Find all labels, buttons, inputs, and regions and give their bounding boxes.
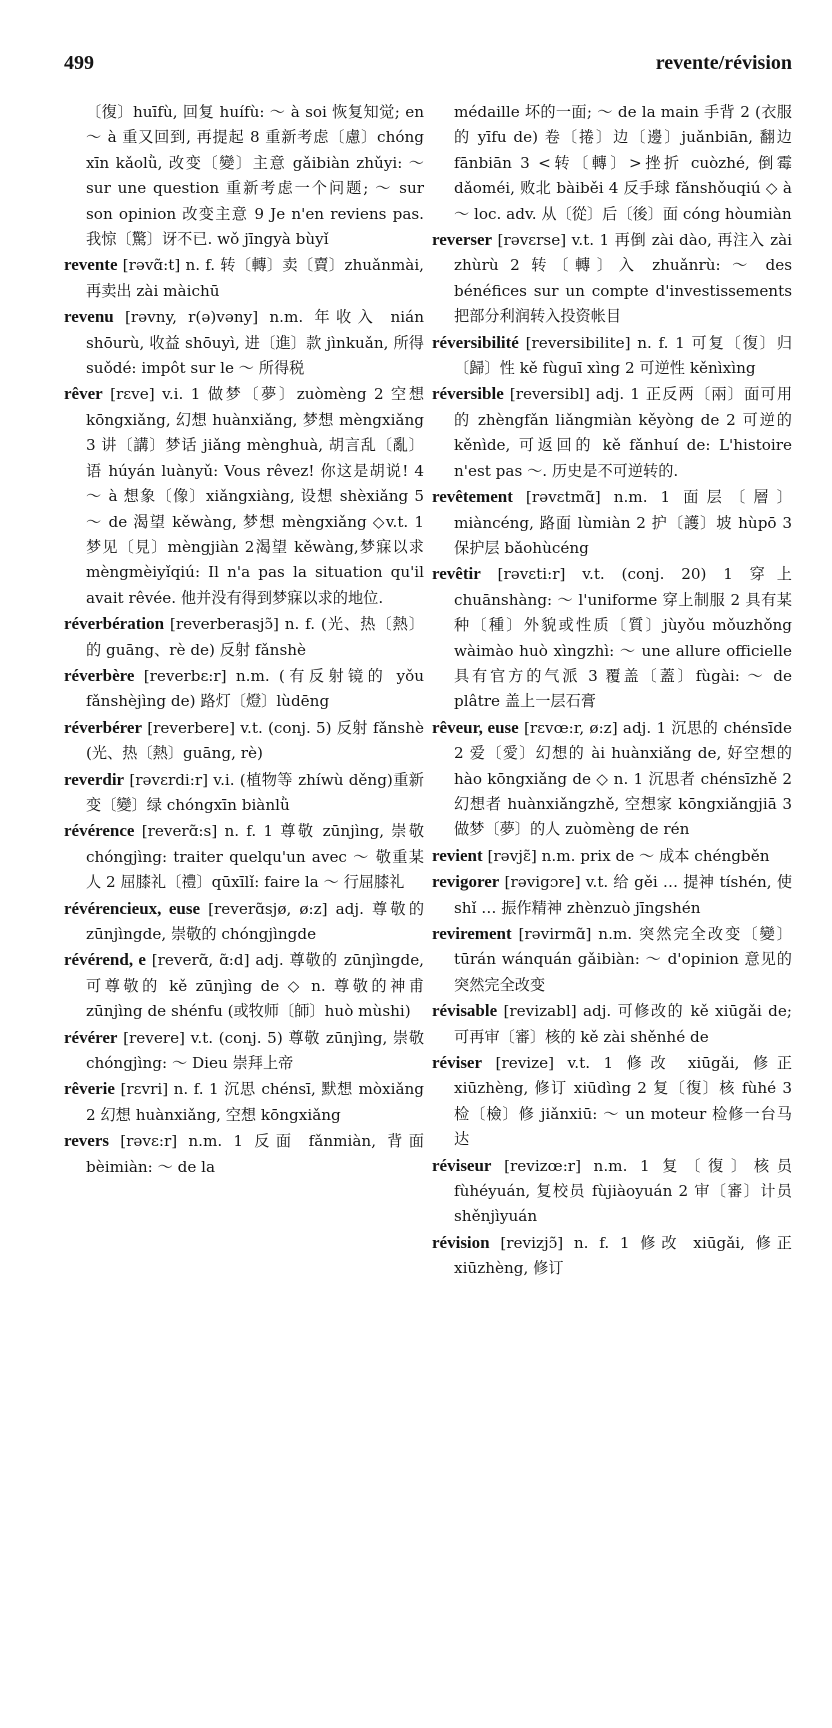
entry-definition: [reverberasjɔ̃] n. f. (光、热〔熱〕的 guāng、rè de) 反射 fǎnshè [86, 615, 425, 659]
entry-definition: [reverɑ̃sjø, ø:z] adj. 尊敬的 zūnjìngde, 崇敬的 chóngjìngde [86, 899, 425, 943]
entry-headword: révérend, e [64, 950, 146, 970]
dictionary-entry [432, 843, 792, 869]
entry-definition: [rəvjɛ̃] n.m. prix de ～ 成本 chéngběn [487, 846, 770, 865]
entry-headword: revigorer [432, 872, 500, 892]
entry-headword: réverbérer [64, 717, 143, 737]
entry-headword: révérence [64, 821, 135, 841]
entry-headword: révision [432, 1232, 490, 1252]
dictionary-entry [432, 330, 792, 382]
entry-headword: reverdir [64, 769, 125, 789]
entry-definition: [rəvɑ̃:t] n. f. 转〔轉〕卖〔賣〕zhuǎnmài, 再卖出 zài màichū [86, 256, 424, 300]
dictionary-entry [64, 663, 424, 715]
dictionary-entry [432, 1050, 792, 1153]
entry-headword: réviser [432, 1053, 483, 1073]
dictionary-entry [64, 947, 424, 1024]
entry-definition: [rəvny, r(ə)vəny] n.m. 年收入 nián shōurù, 收益 shōuyì, 进〔進〕款 jìnkuǎn, 所得 suǒdé: impôt sur le ～ 所得税 [86, 308, 424, 378]
left-column [64, 100, 424, 1180]
entry-definition: [reverɑ̃:s] n. f. 1 尊敬 zūnjìng, 崇敬 chóngjìng: traiter quelqu'un avec ～ 敬重某人 2 屈膝礼〔禮〕qūxīlǐ: faire la ～ 行屈膝礼 [86, 822, 425, 892]
dictionary-entry [432, 1153, 792, 1230]
entry-headword: revient [432, 845, 483, 865]
entry-headword: réversibilité [432, 332, 519, 352]
entry-definition: médaille 坏的一面; ～ de la main 手背 2 (衣服的 yīfu de) 卷〔捲〕边〔邊〕juǎnbiān, 翻边 fānbiān 3 <转〔轉〕>挫折 cuòzhé, 倒霉 dǎoméi, 败北 bàiběi 4 反手球 fǎnshǒuqiú ◇ à ～ loc. adv. 从〔從〕后〔後〕面 cóng hòumiàn [454, 103, 792, 223]
dictionary-entry [432, 998, 792, 1050]
dictionary-entry [64, 818, 424, 895]
entry-headword: rêver [64, 384, 103, 404]
entry-headword: revêtir [432, 564, 481, 584]
entry-definition: [revizœ:r] n.m. 1 复〔復〕核员 fùhéyuán, 复校员 fùjiàoyuán 2 审〔審〕计员 shěnjìyuán [454, 1156, 793, 1226]
entry-definition: [rəvɛti:r] v.t. (conj. 20) 1 穿上 chuānshàng: ～ l'uniforme 穿上制服 2 具有某种〔種〕外貌或性质〔質〕jùyǒu mǒuzhǒng wàimào huò xìngzhì: ～ une allure officielle 具有官方的气派 3 覆盖〔蓋〕fùgài: ～ de plâtre 盖上一层石膏 [454, 565, 792, 711]
right-column [432, 100, 792, 1282]
entry-headword: reverser [432, 230, 493, 250]
dictionary-entry [432, 227, 792, 330]
entry-headword: rêverie [64, 1079, 115, 1099]
entry-headword: réviseur [432, 1155, 492, 1175]
entry-headword: révérencieux, euse [64, 898, 201, 918]
entry-definition: [rəvɛ:r] n.m. 1 反面 fǎnmiàn, 背面 bèimiàn: ～ de la [86, 1132, 424, 1176]
guide-words: revente/révision [655, 52, 792, 74]
dictionary-entry [64, 100, 424, 252]
entry-headword: rêveur, euse [432, 717, 519, 737]
entry-definition: [reverɑ̃, ɑ̃:d] adj. 尊敬的 zūnjìngde, 可尊敬的 kě zūnjìng de ◇ n. 尊敬的神甫 zūnjìng de shénfu (或牧师〔師〕huò mùshi) [86, 951, 425, 1021]
entry-definition: [revizjɔ̃] n. f. 1 修改 xiūgǎi, 修正 xiūzhèng, 修订 [454, 1233, 792, 1278]
entry-definition: [reversibl] adj. 1 正反两〔兩〕面可用的 zhèngfǎn liǎngmiàn kěyòng de 2 可逆的 kěnìde, 可返回的 kě fǎnhuí de: L'histoire n'est pas ～. 历史是不可逆转的. [454, 385, 793, 480]
dictionary-entry [64, 1076, 424, 1128]
entry-headword: revêtement [432, 487, 513, 507]
dictionary-entry [432, 715, 792, 843]
entry-definition: [reversibilite] n. f. 1 可复〔復〕归〔歸〕性 kě fùguī xìng 2 可逆性 kěnìxìng [454, 333, 793, 378]
dictionary-entry [432, 100, 792, 227]
entry-headword: revenu [64, 307, 114, 327]
entry-headword: révérer [64, 1027, 118, 1047]
dictionary-entry [432, 484, 792, 561]
entry-definition: [reverbere] v.t. (conj. 5) 反射 fǎnshè (光、热〔熱〕guāng, rè) [86, 718, 425, 763]
entry-definition: [revere] v.t. (conj. 5) 尊敬 zūnjìng, 崇敬 chóngjìng: ～ Dieu 崇拜上帝 [86, 1028, 425, 1073]
dictionary-entry [432, 921, 792, 998]
entry-headword: revers [64, 1131, 109, 1151]
entry-definition: [rɛvœ:r, ø:z] adj. 1 沉思的 chénsīde 2 爱〔愛〕幻想的 ài huànxiǎng de, 好空想的 hào kōngxiǎng de ◇ n. 1 沉思者 chénsīzhě 2 幻想者 huànxiǎngzhě, 空想家 kōngxiǎngjiā 3 做梦〔夢〕的人 zuòmèng de rén [454, 718, 792, 839]
dictionary-entry [432, 869, 792, 921]
dictionary-entry [432, 381, 792, 484]
dictionary-entry [64, 381, 424, 611]
entry-headword: réversible [432, 384, 504, 404]
entry-definition: [rəvɛrse] v.t. 1 再倒 zài dào, 再注入 zài zhùrù 2 转〔轉〕入 zhuǎnrù: ～ des bénéfices sur un compte d'investissements 把部分利润转入投资帐目 [454, 231, 793, 326]
entry-definition: [rəvirmɑ̃] n.m. 突然完全改变〔變〕tūrán wánquán gǎibiàn: ～ d'opinion 意见的突然完全改变 [454, 925, 792, 994]
page-number: 499 [64, 52, 94, 74]
entry-headword: revirement [432, 924, 512, 943]
entry-headword: revente [64, 255, 118, 275]
dictionary-entry [64, 715, 424, 767]
dictionary-entry [64, 611, 424, 663]
dictionary-entry [64, 767, 424, 819]
dictionary-entry [432, 1230, 792, 1282]
entry-definition: [rɛvri] n. f. 1 沉思 chénsī, 默想 mòxiǎng 2 幻想 huànxiǎng, 空想 kōngxiǎng [86, 1080, 425, 1124]
entry-definition: [rəvɛtmɑ̃] n.m. 1 面层〔層〕miàncéng, 路面 lùmiàn 2 护〔護〕坡 hùpō 3 保护层 bǎohùcéng [454, 488, 792, 557]
entry-definition: [reverbɛ:r] n.m. (有反射镜的 yǒu fǎnshèjìng de) 路灯〔燈〕lùdēng [86, 666, 424, 711]
dictionary-entry [64, 1128, 424, 1180]
dictionary-entry [432, 561, 792, 714]
entry-definition: [revizabl] adj. 可修改的 kě xiūgǎi de; 可再审〔審〕核的 kě zài shěnhé de [454, 1002, 793, 1046]
entry-definition: 〔復〕huīfù, 回复 huífù: ～ à soi 恢复知觉; en ～ à 重又回到, 再提起 8 重新考虑〔慮〕chóng xīn kǎolǜ, 改变〔變〕主意 gǎibiàn zhǔyi: ～ sur une question 重新考虑一个问题; ～ sur son opinion 改变主意 9 Je n'en reviens pas. 我惊〔驚〕讶不已. wǒ jīngyà bùyǐ [86, 103, 424, 249]
dictionary-entry [64, 896, 424, 948]
entry-definition: [revize] v.t. 1 修改 xiūgǎi, 修正 xiūzhèng, 修订 xiūdìng 2 复〔復〕核 fùhé 3 检〔檢〕修 jiǎnxiū: ～ un moteur 检修一台马达 [454, 1054, 793, 1149]
entry-headword: réverbération [64, 614, 165, 634]
entry-definition: [rəvigɔre] v.t. 给 gěi … 提神 tíshén, 使 shǐ … 振作精神 zhènzuò jīngshén [454, 873, 793, 917]
entry-definition: [rɛve] v.i. 1 做梦〔夢〕zuòmèng 2 空想 kōngxiǎng, 幻想 huànxiǎng, 梦想 mèngxiǎng 3 讲〔講〕梦话 jiǎng mènghuà, 胡言乱〔亂〕语 húyán luànyǔ: Vous rêvez! 你这是胡说! 4 ～ à 想象〔像〕xiǎngxiàng, 设想 shèxiǎng 5 ～ de 渴望 kěwàng, 梦想 mèngxiǎng ◇v.t. 1 梦见〔見〕mèngjiàn 2渴望 kěwàng,梦寐以求 mèngmèiyǐqiú: Il n'a pas la situation qu'il avait rêvée. 他并没有得到梦寐以求的地位. [86, 385, 425, 607]
entry-definition: [rəvɛrdi:r] v.i. (植物等 zhíwù děng)重新变〔變〕绿 chóngxīn biànlǜ [86, 770, 424, 814]
entry-headword: réverbère [64, 665, 135, 685]
entry-headword: révisable [432, 1001, 498, 1021]
dictionary-entry [64, 1025, 424, 1077]
dictionary-entry [64, 304, 424, 381]
dictionary-entry [64, 252, 424, 304]
